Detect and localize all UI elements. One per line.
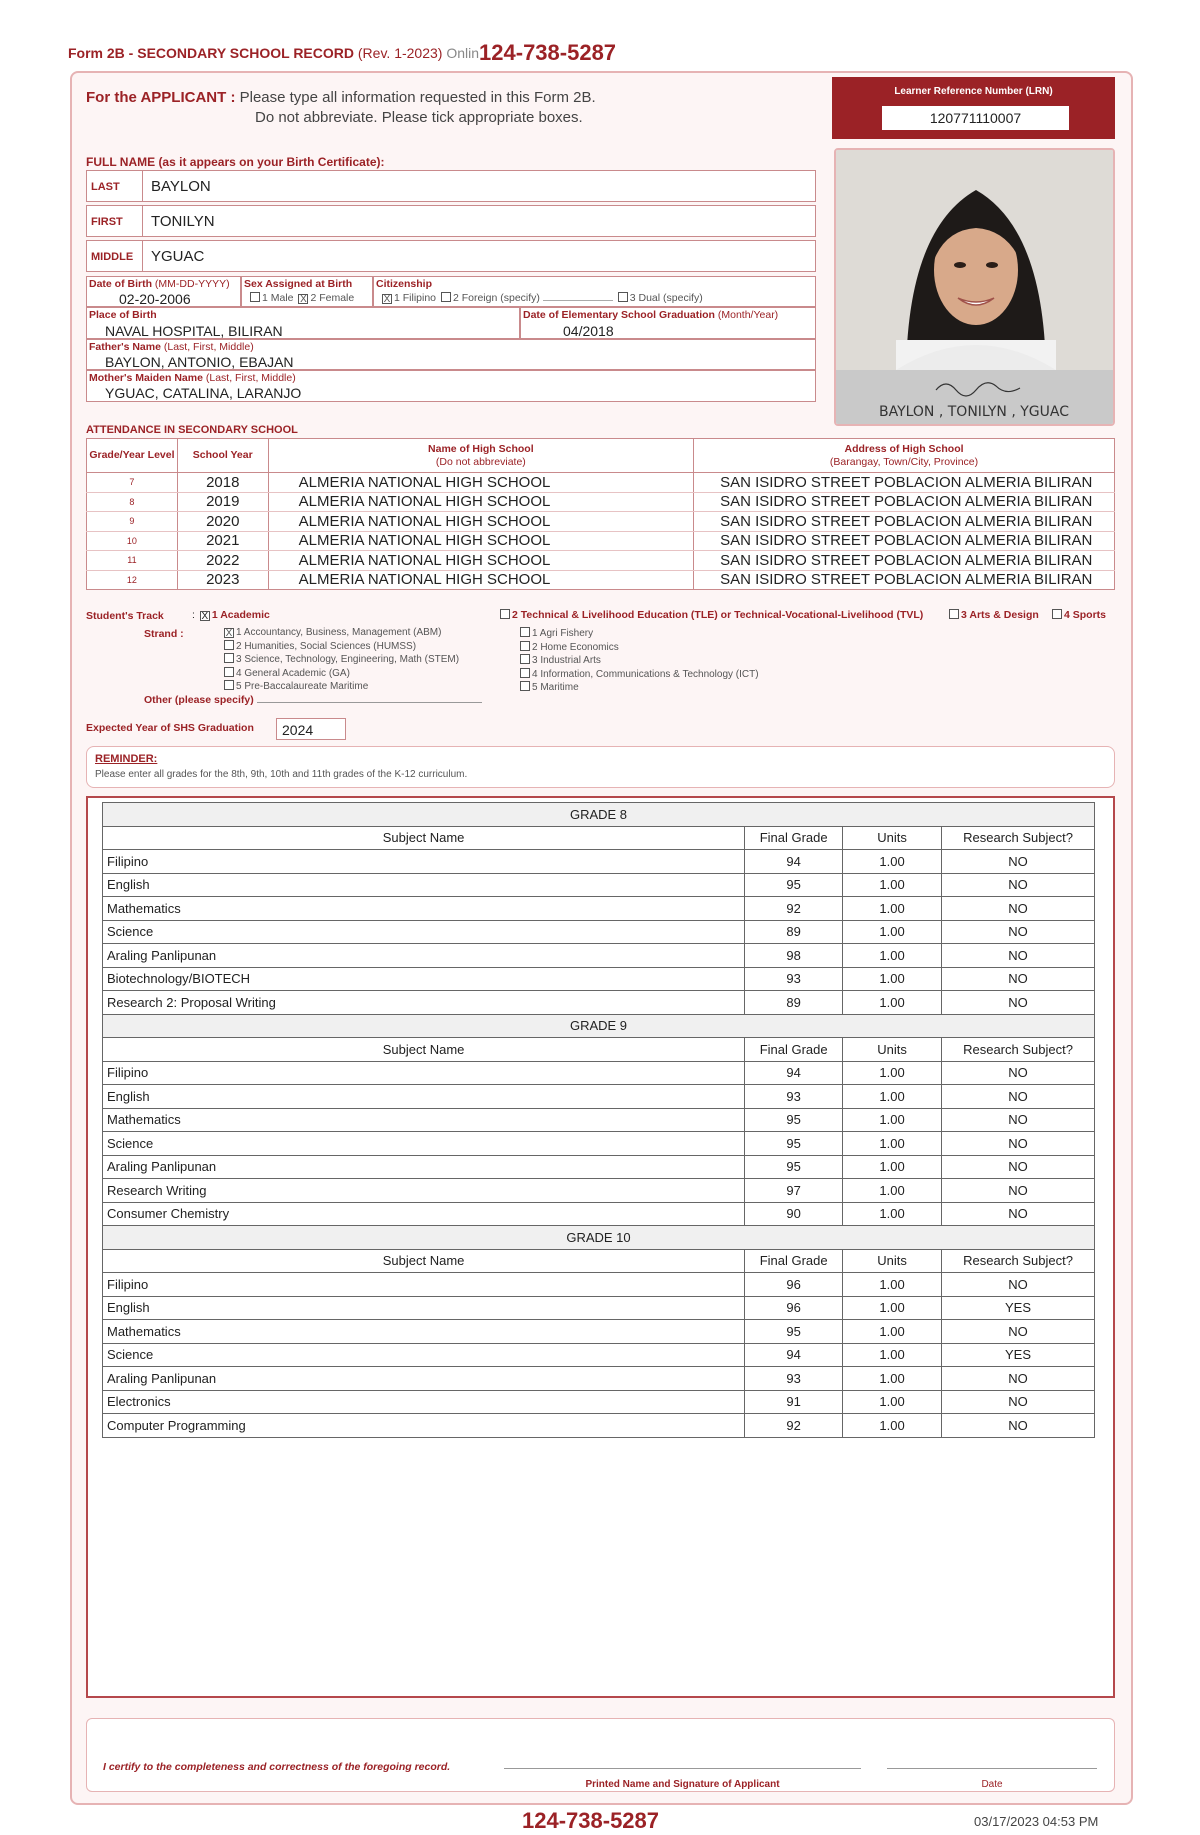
agri-checkbox[interactable] bbox=[520, 627, 530, 637]
school-year-cell[interactable]: 2023 bbox=[177, 570, 268, 590]
maritime-pre-checkbox[interactable] bbox=[224, 680, 234, 690]
dob-field[interactable]: 02-20-2006 bbox=[119, 291, 191, 307]
humss-checkbox[interactable] bbox=[224, 640, 234, 650]
final-grade-cell[interactable]: 93 bbox=[745, 1085, 843, 1109]
subject-cell[interactable]: English bbox=[103, 1296, 745, 1320]
arts-checkbox[interactable] bbox=[949, 609, 959, 619]
subject-cell[interactable]: Filipino bbox=[103, 850, 745, 874]
father-cell bbox=[86, 339, 816, 370]
subject-cell[interactable]: English bbox=[103, 873, 745, 897]
research-cell[interactable]: NO bbox=[942, 1108, 1095, 1132]
col-final-grade: Final Grade bbox=[745, 1038, 843, 1062]
last-name-field[interactable]: BAYLON bbox=[151, 178, 211, 195]
grade-row bbox=[103, 967, 1095, 991]
subject-cell[interactable]: English bbox=[103, 1085, 745, 1109]
attendance-row bbox=[87, 531, 1115, 551]
middle-name-label: MIDDLE bbox=[87, 241, 143, 271]
other-strand: Other (please specify) bbox=[144, 694, 482, 706]
research-cell[interactable]: NO bbox=[942, 1320, 1095, 1344]
units-cell[interactable]: 1.00 bbox=[843, 873, 942, 897]
units-cell[interactable]: 1.00 bbox=[843, 1061, 942, 1085]
final-grade-cell[interactable]: 97 bbox=[745, 1179, 843, 1203]
research-cell[interactable]: YES bbox=[942, 1296, 1095, 1320]
final-grade-cell[interactable]: 96 bbox=[745, 1296, 843, 1320]
research-cell[interactable]: NO bbox=[942, 1155, 1095, 1179]
for-applicant-label: For the APPLICANT : bbox=[86, 89, 236, 106]
final-grade-cell[interactable]: 95 bbox=[745, 1155, 843, 1179]
sex-cell bbox=[241, 276, 373, 307]
final-grade-cell[interactable]: 94 bbox=[745, 1343, 843, 1367]
school-address-cell[interactable]: SAN ISIDRO STREET POBLACION ALMERIA BILIRAN bbox=[694, 570, 1115, 590]
track-sports: 4 Sports bbox=[1064, 609, 1107, 621]
subject-cell[interactable]: Research 2: Proposal Writing bbox=[103, 991, 745, 1015]
grade-row bbox=[103, 1108, 1095, 1132]
units-cell[interactable]: 1.00 bbox=[843, 1414, 942, 1438]
final-grade-cell[interactable]: 95 bbox=[745, 873, 843, 897]
units-cell[interactable]: 1.00 bbox=[843, 1202, 942, 1226]
research-cell[interactable]: NO bbox=[942, 991, 1095, 1015]
research-cell[interactable]: YES bbox=[942, 1343, 1095, 1367]
certification-statement: I certify to the completeness and correctness of the foregoing record. bbox=[103, 1761, 451, 1773]
research-cell[interactable]: NO bbox=[942, 1085, 1095, 1109]
academic-checkbox[interactable]: X bbox=[201, 611, 209, 622]
signature-label: Printed Name and Signature of Applicant bbox=[585, 1779, 780, 1790]
subject-cell[interactable]: Research Writing bbox=[103, 1179, 745, 1203]
grade-row bbox=[103, 1320, 1095, 1344]
dual-checkbox[interactable] bbox=[618, 292, 628, 302]
grade-level-cell[interactable]: 12 bbox=[87, 570, 178, 590]
research-cell[interactable]: NO bbox=[942, 1061, 1095, 1085]
mother-field[interactable]: YGUAC, CATALINA, LARANJO bbox=[105, 385, 302, 401]
form-name: Form 2B - SECONDARY SCHOOL RECORD bbox=[68, 45, 354, 61]
research-cell[interactable]: NO bbox=[942, 1202, 1095, 1226]
grade-level-cell[interactable]: 7 bbox=[87, 473, 178, 493]
subject-cell[interactable]: Electronics bbox=[103, 1390, 745, 1414]
instructions-line1 bbox=[86, 89, 596, 106]
school-name-cell[interactable]: ALMERIA NATIONAL HIGH SCHOOL bbox=[268, 531, 693, 551]
grade-row bbox=[103, 1273, 1095, 1297]
pob-cell bbox=[86, 307, 520, 339]
final-grade-cell[interactable]: 95 bbox=[745, 1108, 843, 1132]
attendance-row bbox=[87, 551, 1115, 571]
grade-row bbox=[103, 920, 1095, 944]
citizenship-cell bbox=[373, 276, 816, 307]
grade-row bbox=[103, 897, 1095, 921]
middle-name-row bbox=[86, 240, 816, 272]
signature-line[interactable] bbox=[504, 1768, 861, 1769]
shs-grad-label: Expected Year of SHS Graduation bbox=[86, 722, 254, 734]
col-research-subject: Research Subject? bbox=[942, 1038, 1095, 1062]
final-grade-cell[interactable]: 98 bbox=[745, 944, 843, 968]
date-label: Date bbox=[981, 1779, 1003, 1790]
units-cell[interactable]: 1.00 bbox=[843, 1273, 942, 1297]
first-name-field[interactable]: TONILYN bbox=[151, 213, 215, 230]
attendance-table bbox=[86, 438, 1115, 590]
col-units: Units bbox=[843, 1249, 942, 1273]
subject-cell[interactable]: Araling Panlipunan bbox=[103, 944, 745, 968]
grade-row bbox=[103, 1367, 1095, 1391]
lrn-box bbox=[832, 77, 1115, 139]
first-name-label: FIRST bbox=[87, 206, 143, 236]
dob-label: Date of Birth (MM-DD-YYYY) bbox=[89, 278, 230, 290]
subject-cell[interactable]: Biotechnology/BIOTECH bbox=[103, 967, 745, 991]
research-cell[interactable]: NO bbox=[942, 920, 1095, 944]
strand-label: Strand : bbox=[144, 628, 184, 640]
school-name-cell[interactable]: ALMERIA NATIONAL HIGH SCHOOL bbox=[268, 512, 693, 532]
grades-table bbox=[102, 802, 1095, 1438]
school-year-cell[interactable]: 2021 bbox=[177, 531, 268, 551]
school-name-cell[interactable]: ALMERIA NATIONAL HIGH SCHOOL bbox=[268, 551, 693, 571]
school-address-cell[interactable]: SAN ISIDRO STREET POBLACION ALMERIA BILIRAN bbox=[694, 512, 1115, 532]
date-line[interactable] bbox=[887, 1768, 1097, 1769]
final-grade-cell[interactable]: 96 bbox=[745, 1273, 843, 1297]
footer-timestamp: 03/17/2023 04:53 PM bbox=[974, 1814, 1099, 1829]
other-strand-field[interactable] bbox=[257, 702, 482, 703]
grade-row bbox=[103, 1085, 1095, 1109]
ga-checkbox[interactable] bbox=[224, 667, 234, 677]
academic-strands: X 1 Accountancy, Business, Management (ABM) 2 Humanities, Social Sciences (HUMSS) 3 Science, Technology, Engineering, Math (STEM) 4 General Academic (GA) 5 Pre-Baccalaureate Maritime bbox=[225, 627, 460, 692]
grade-row bbox=[103, 991, 1095, 1015]
research-cell[interactable]: NO bbox=[942, 1390, 1095, 1414]
foreign-option: 2 Foreign (specify) bbox=[452, 292, 540, 304]
school-name-cell[interactable]: ALMERIA NATIONAL HIGH SCHOOL bbox=[268, 492, 693, 512]
mother-label: Mother's Maiden Name (Last, First, Middle) bbox=[89, 372, 296, 384]
female-option: 2 Female bbox=[310, 292, 355, 304]
female-checkbox[interactable]: X bbox=[300, 294, 307, 305]
instruction-text-1: Please type all information requested in this Form 2B. bbox=[239, 89, 596, 106]
attendance-header-row bbox=[87, 439, 1115, 473]
units-cell[interactable]: 1.00 bbox=[843, 1132, 942, 1156]
father-field[interactable]: BAYLON, ANTONIO, EBAJAN bbox=[105, 354, 294, 370]
units-cell[interactable]: 1.00 bbox=[843, 944, 942, 968]
applicant-photo bbox=[834, 148, 1115, 426]
dob-cell bbox=[86, 276, 241, 307]
foreign-checkbox[interactable] bbox=[441, 292, 451, 302]
final-grade-cell[interactable]: 93 bbox=[745, 967, 843, 991]
elem-grad-label: Date of Elementary School Graduation (Month/Year) bbox=[523, 309, 779, 321]
grade-header-row bbox=[103, 826, 1095, 850]
grade-row bbox=[103, 1061, 1095, 1085]
form-title bbox=[68, 40, 616, 66]
elem-grad-field[interactable]: 04/2018 bbox=[563, 323, 614, 339]
mother-cell bbox=[86, 370, 816, 402]
certification-box bbox=[86, 1718, 1115, 1792]
units-cell[interactable]: 1.00 bbox=[843, 967, 942, 991]
attendance-row bbox=[87, 512, 1115, 532]
school-address-cell[interactable]: SAN ISIDRO STREET POBLACION ALMERIA BILIRAN bbox=[694, 492, 1115, 512]
subject-cell[interactable]: Science bbox=[103, 1343, 745, 1367]
attendance-row bbox=[87, 473, 1115, 493]
last-name-label: LAST bbox=[87, 171, 143, 201]
final-grade-cell[interactable]: 95 bbox=[745, 1132, 843, 1156]
instructions-line2: Do not abbreviate. Please tick appropriate boxes. bbox=[255, 109, 583, 126]
filipino-checkbox[interactable]: X bbox=[383, 294, 391, 305]
research-cell[interactable]: NO bbox=[942, 897, 1095, 921]
male-option: 1 Male bbox=[262, 292, 294, 304]
school-year-cell[interactable]: 2020 bbox=[177, 512, 268, 532]
sex-label: Sex Assigned at Birth bbox=[244, 278, 353, 290]
units-cell[interactable]: 1.00 bbox=[843, 850, 942, 874]
track-label: Student's Track bbox=[86, 610, 164, 622]
research-cell[interactable]: NO bbox=[942, 1132, 1095, 1156]
grade-row bbox=[103, 1343, 1095, 1367]
subject-cell[interactable]: Mathematics bbox=[103, 897, 745, 921]
grade-header-row bbox=[103, 1038, 1095, 1062]
units-cell[interactable]: 1.00 bbox=[843, 1108, 942, 1132]
col-units: Units bbox=[843, 1038, 942, 1062]
ict-checkbox[interactable] bbox=[520, 668, 530, 678]
col-school-name: Name of High School (Do not abbreviate) bbox=[268, 439, 693, 473]
final-grade-cell[interactable]: 90 bbox=[745, 1202, 843, 1226]
research-cell[interactable]: NO bbox=[942, 967, 1095, 991]
abm-checkbox[interactable]: X bbox=[225, 628, 233, 639]
subject-cell[interactable]: Araling Panlipunan bbox=[103, 1155, 745, 1179]
grade-row bbox=[103, 944, 1095, 968]
units-cell[interactable]: 1.00 bbox=[843, 1390, 942, 1414]
col-research-subject: Research Subject? bbox=[942, 1249, 1095, 1273]
sports-checkbox[interactable] bbox=[1052, 609, 1062, 619]
units-cell[interactable]: 1.00 bbox=[843, 1320, 942, 1344]
grade-row bbox=[103, 1132, 1095, 1156]
grade-level-title: GRADE 10 bbox=[103, 1226, 1095, 1250]
reminder-box bbox=[86, 746, 1115, 788]
grade-row bbox=[103, 1155, 1095, 1179]
units-cell[interactable]: 1.00 bbox=[843, 1085, 942, 1109]
pob-field[interactable]: NAVAL HOSPITAL, BILIRAN bbox=[105, 323, 283, 339]
dual-option: 3 Dual (specify) bbox=[629, 292, 703, 304]
first-name-row bbox=[86, 205, 816, 237]
school-year-cell[interactable]: 2022 bbox=[177, 551, 268, 571]
col-level: Grade/Year Level bbox=[87, 439, 178, 473]
subject-cell[interactable]: Computer Programming bbox=[103, 1414, 745, 1438]
elem-grad-cell bbox=[520, 307, 816, 339]
grade-level-title-row bbox=[103, 803, 1095, 827]
units-cell[interactable]: 1.00 bbox=[843, 1179, 942, 1203]
portrait-image bbox=[836, 150, 1113, 424]
units-cell[interactable]: 1.00 bbox=[843, 897, 942, 921]
grade-row bbox=[103, 1414, 1095, 1438]
school-year-cell[interactable]: 2019 bbox=[177, 492, 268, 512]
grade-level-title-row bbox=[103, 1014, 1095, 1038]
school-year-cell[interactable]: 2018 bbox=[177, 473, 268, 493]
lrn-field[interactable]: 120771110007 bbox=[882, 106, 1069, 130]
track-arts: 3 Arts & Design bbox=[961, 609, 1039, 621]
final-grade-cell[interactable]: 92 bbox=[745, 1414, 843, 1438]
pob-label: Place of Birth bbox=[89, 309, 157, 321]
col-final-grade: Final Grade bbox=[745, 826, 843, 850]
final-grade-cell[interactable]: 95 bbox=[745, 1320, 843, 1344]
tvl-checkbox[interactable] bbox=[500, 609, 510, 619]
subject-cell[interactable]: Filipino bbox=[103, 1061, 745, 1085]
attendance-row bbox=[87, 492, 1115, 512]
grade-level-title-row bbox=[103, 1226, 1095, 1250]
grade-level-cell[interactable]: 11 bbox=[87, 551, 178, 571]
online-label: Onlin bbox=[446, 45, 480, 61]
units-cell[interactable]: 1.00 bbox=[843, 1296, 942, 1320]
track-academic: 1 Academic bbox=[211, 609, 270, 621]
research-cell[interactable]: NO bbox=[942, 850, 1095, 874]
header-phone: 124-738-5287 bbox=[479, 40, 617, 65]
units-cell[interactable]: 1.00 bbox=[843, 1155, 942, 1179]
last-name-row bbox=[86, 170, 816, 202]
stem-checkbox[interactable] bbox=[224, 653, 234, 663]
attendance-heading: ATTENDANCE IN SECONDARY SCHOOL bbox=[86, 424, 298, 436]
tvl-strands: 1 Agri Fishery 2 Home Economics 3 Industrial Arts 4 Information, Communications & Technology (ICT) 5 Maritime bbox=[518, 627, 759, 695]
col-research-subject: Research Subject? bbox=[942, 826, 1095, 850]
units-cell[interactable]: 1.00 bbox=[843, 991, 942, 1015]
col-final-grade: Final Grade bbox=[745, 1249, 843, 1273]
final-grade-cell[interactable]: 94 bbox=[745, 850, 843, 874]
grade-level-cell[interactable]: 8 bbox=[87, 492, 178, 512]
grade-level-cell[interactable]: 9 bbox=[87, 512, 178, 532]
final-grade-cell[interactable]: 91 bbox=[745, 1390, 843, 1414]
school-name-cell[interactable]: ALMERIA NATIONAL HIGH SCHOOL bbox=[268, 473, 693, 493]
middle-name-field[interactable]: YGUAC bbox=[151, 248, 205, 265]
subject-cell[interactable]: Mathematics bbox=[103, 1320, 745, 1344]
home-ec-checkbox[interactable] bbox=[520, 641, 530, 651]
units-cell[interactable]: 1.00 bbox=[843, 1343, 942, 1367]
lrn-label: Learner Reference Number (LRN) bbox=[894, 86, 1053, 97]
col-school-address: Address of High School (Barangay, Town/City, Province) bbox=[694, 439, 1115, 473]
industrial-checkbox[interactable] bbox=[520, 654, 530, 664]
shs-grad-field[interactable]: 2024 bbox=[276, 718, 346, 740]
research-cell[interactable]: NO bbox=[942, 1179, 1095, 1203]
research-cell[interactable]: NO bbox=[942, 1273, 1095, 1297]
units-cell[interactable]: 1.00 bbox=[843, 1367, 942, 1391]
subject-cell[interactable]: Consumer Chemistry bbox=[103, 1202, 745, 1226]
grade-level-title: GRADE 9 bbox=[103, 1014, 1095, 1038]
col-subject-name: Subject Name bbox=[103, 1038, 745, 1062]
col-units: Units bbox=[843, 826, 942, 850]
research-cell[interactable]: NO bbox=[942, 1414, 1095, 1438]
research-cell[interactable]: NO bbox=[942, 944, 1095, 968]
school-address-cell[interactable]: SAN ISIDRO STREET POBLACION ALMERIA BILIRAN bbox=[694, 551, 1115, 571]
subject-cell[interactable]: Filipino bbox=[103, 1273, 745, 1297]
col-subject-name: Subject Name bbox=[103, 826, 745, 850]
grade-header-row bbox=[103, 1249, 1095, 1273]
col-year: School Year bbox=[177, 439, 268, 473]
final-grade-cell[interactable]: 93 bbox=[745, 1367, 843, 1391]
grade-row bbox=[103, 873, 1095, 897]
father-label: Father's Name (Last, First, Middle) bbox=[89, 341, 254, 353]
grade-row bbox=[103, 1296, 1095, 1320]
citizenship-label: Citizenship bbox=[376, 278, 433, 290]
final-grade-cell[interactable]: 94 bbox=[745, 1061, 843, 1085]
reminder-text: Please enter all grades for the 8th, 9th, 10th and 11th grades of the K-12 curriculum. bbox=[95, 769, 468, 780]
attendance-row bbox=[87, 570, 1115, 590]
form-revision: (Rev. 1-2023) bbox=[357, 45, 443, 61]
subject-cell[interactable]: Science bbox=[103, 1132, 745, 1156]
school-name-cell[interactable]: ALMERIA NATIONAL HIGH SCHOOL bbox=[268, 570, 693, 590]
grade-row bbox=[103, 850, 1095, 874]
reminder-title: REMINDER: bbox=[95, 753, 158, 765]
maritime-checkbox[interactable] bbox=[520, 681, 530, 691]
subject-cell[interactable]: Araling Panlipunan bbox=[103, 1367, 745, 1391]
grade-row bbox=[103, 1390, 1095, 1414]
footer-phone: 124-738-5287 bbox=[522, 1808, 660, 1833]
research-cell[interactable]: NO bbox=[942, 1367, 1095, 1391]
track-tvl: 2 Technical & Livelihood Education (TLE) or Technical-Vocational-Livelihood (TVL) bbox=[512, 609, 924, 621]
male-checkbox[interactable] bbox=[250, 292, 260, 302]
col-subject-name: Subject Name bbox=[103, 1249, 745, 1273]
units-cell[interactable]: 1.00 bbox=[843, 920, 942, 944]
research-cell[interactable]: NO bbox=[942, 873, 1095, 897]
final-grade-cell[interactable]: 89 bbox=[745, 920, 843, 944]
school-address-cell[interactable]: SAN ISIDRO STREET POBLACION ALMERIA BILIRAN bbox=[694, 531, 1115, 551]
photo-caption: BAYLON , TONILYN , YGUAC bbox=[878, 404, 1070, 420]
subject-cell[interactable]: Mathematics bbox=[103, 1108, 745, 1132]
filipino-option: 1 Filipino bbox=[394, 292, 437, 304]
grade-row bbox=[103, 1202, 1095, 1226]
school-address-cell[interactable]: SAN ISIDRO STREET POBLACION ALMERIA BILIRAN bbox=[694, 473, 1115, 493]
grade-level-cell[interactable]: 10 bbox=[87, 531, 178, 551]
grade-level-title: GRADE 8 bbox=[103, 803, 1095, 827]
full-name-heading: FULL NAME (as it appears on your Birth Certificate): bbox=[86, 155, 385, 169]
subject-cell[interactable]: Science bbox=[103, 920, 745, 944]
grade-row bbox=[103, 1179, 1095, 1203]
final-grade-cell[interactable]: 89 bbox=[745, 991, 843, 1015]
final-grade-cell[interactable]: 92 bbox=[745, 897, 843, 921]
